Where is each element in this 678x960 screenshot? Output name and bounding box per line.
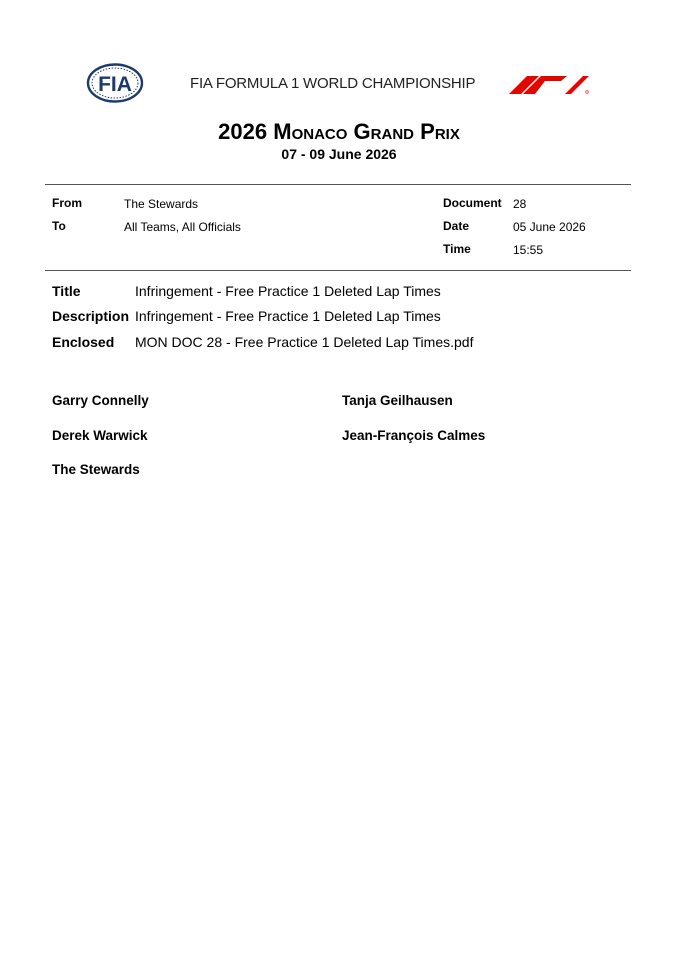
signatory-left-1: Garry Connelly xyxy=(52,393,149,408)
title-label: Title xyxy=(52,283,81,299)
svg-text:FIA: FIA xyxy=(98,73,132,96)
enclosed-attachment-link[interactable]: MON DOC 28 - Free Practice 1 Deleted Lap Times.pdf xyxy=(135,334,474,350)
description-label: Description xyxy=(52,308,130,324)
signatory-right-1: Tanja Geilhausen xyxy=(342,393,453,408)
document-value: 28 xyxy=(513,197,527,211)
fia-logo xyxy=(86,63,144,103)
title-value: Infringement - Free Practice 1 Deleted Lap Times xyxy=(135,283,441,299)
document-label: Document xyxy=(443,196,502,210)
from-label: From xyxy=(52,196,82,210)
f1-logo xyxy=(509,72,590,94)
date-value: 05 June 2026 xyxy=(513,220,586,234)
time-value: 15:55 xyxy=(513,243,544,257)
signatory-right-2: Jean-François Calmes xyxy=(342,428,486,443)
divider-top xyxy=(45,184,631,185)
signatory-left-2: Derek Warwick xyxy=(52,428,148,443)
from-value: The Stewards xyxy=(124,197,199,211)
event-title: 2026 Monaco Grand Prix xyxy=(218,119,460,144)
date-label: Date xyxy=(443,219,470,233)
to-value: All Teams, All Officials xyxy=(124,220,241,234)
signatory-footer: The Stewards xyxy=(52,462,140,477)
enclosed-label: Enclosed xyxy=(52,334,115,350)
championship-title: FIA FORMULA 1 WORLD CHAMPIONSHIP xyxy=(190,75,476,92)
divider-bottom xyxy=(45,270,631,271)
event-dates: 07 - 09 June 2026 xyxy=(281,146,397,162)
to-label: To xyxy=(52,219,66,233)
time-label: Time xyxy=(443,242,471,256)
description-value: Infringement - Free Practice 1 Deleted Lap Times xyxy=(135,308,441,324)
